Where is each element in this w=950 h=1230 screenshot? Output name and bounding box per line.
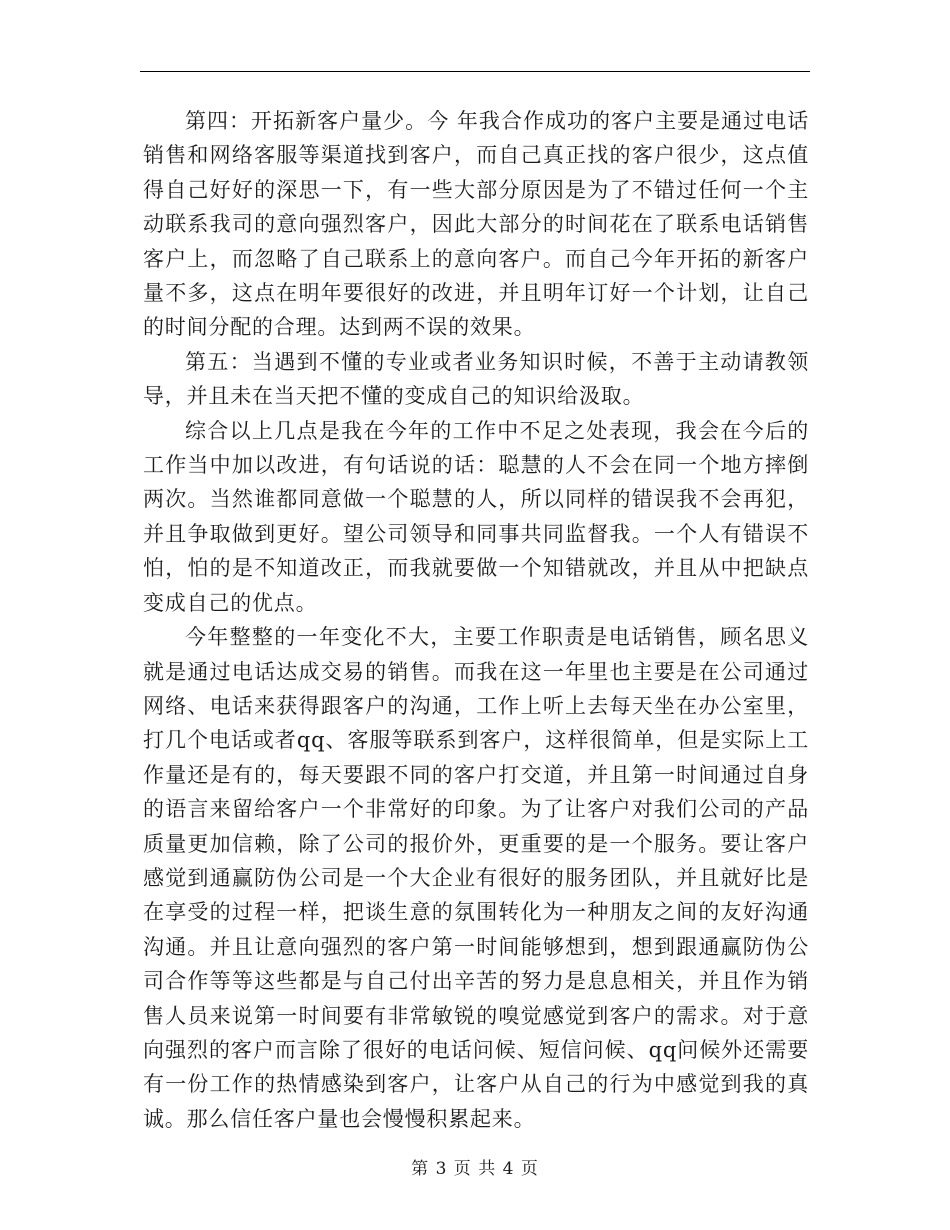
paragraph-year-review: 今年整整的一年变化不大，主要工作职责是电话销售，顾名思义就是通过电话达成交易的销售。而我在这一年里也主要是在公司通过网络、电话来获得跟客户的沟通，工作上听上去每天坐在办公室里，打几个电话或者qq、客服等联系到客户，这样很简单，但是实际上工作量还是有的，每天要跟不同的客户打交道，并且第一时间通过自身的语言来留给客户一个非常好的印象。为了让客户对我们公司的产品质量更加信赖，除了公司的报价外，更重要的是一个服务。要让客户感觉到通赢防伪公司是一个大企业有很好的服务团队，并且就好比是在享受的过程一样，把谈生意的氛围转化为一种朋友之间的友好沟通沟通。并且让意向强烈的客户第一时间能够想到，想到跟通赢防伪公司合作等等这些都是与自己付出辛苦的努力是息息相关，并且作为销售人员来说第一时间要有非常敏锐的嗅觉感觉到客户的需求。对于意向强烈的客户而言除了很好的电话问候、短信问候、qq问候外还需要有一份工作的热情感染到客户，让客户从自己的行为中感觉到我的真诚。那么信任客户量也会慢慢积累起来。 [143, 625, 809, 1131]
paragraph-weakness-four: 第四：开拓新客户量少。今 年我合作成功的客户主要是通过电话销售和网络客服等渠道找到客户，而自己真正找的客户很少，这点值得自己好好的深思一下，有一些大部分原因是为了不错过任何一个主动联系我司的意向强烈客户，因此大部分的时间花在了联系电话销售客户上，而忽略了自己联系上的意向客户。而自己今年开拓的新客户量不多，这点在明年要很好的改进，并且明年订好一个计划，让自己的时间分配的合理。达到两不误的效果。 [143, 109, 809, 340]
header-rule [140, 71, 810, 72]
document-body [143, 104, 809, 1136]
paragraph-summary: 综合以上几点是我在今年的工作中不足之处表现，我会在今后的工作当中加以改进，有句话说的话：聪慧的人不会在同一个地方摔倒两次。当然谁都同意做一个聪慧的人，所以同样的错误我不会再犯，并且争取做到更好。望公司领导和同事共同监督我。一个人有错误不怕，怕的是不知道改正，而我就要做一个知错就改，并且从中把缺点变成自己的优点。 [143, 418, 809, 615]
paragraph-weakness-five: 第五：当遇到不懂的专业或者业务知识时候，不善于主动请教领导，并且未在当天把不懂的变成自己的知识给汲取。 [143, 349, 809, 409]
page-number: 第 3 页 共 4 页 [411, 1159, 539, 1179]
